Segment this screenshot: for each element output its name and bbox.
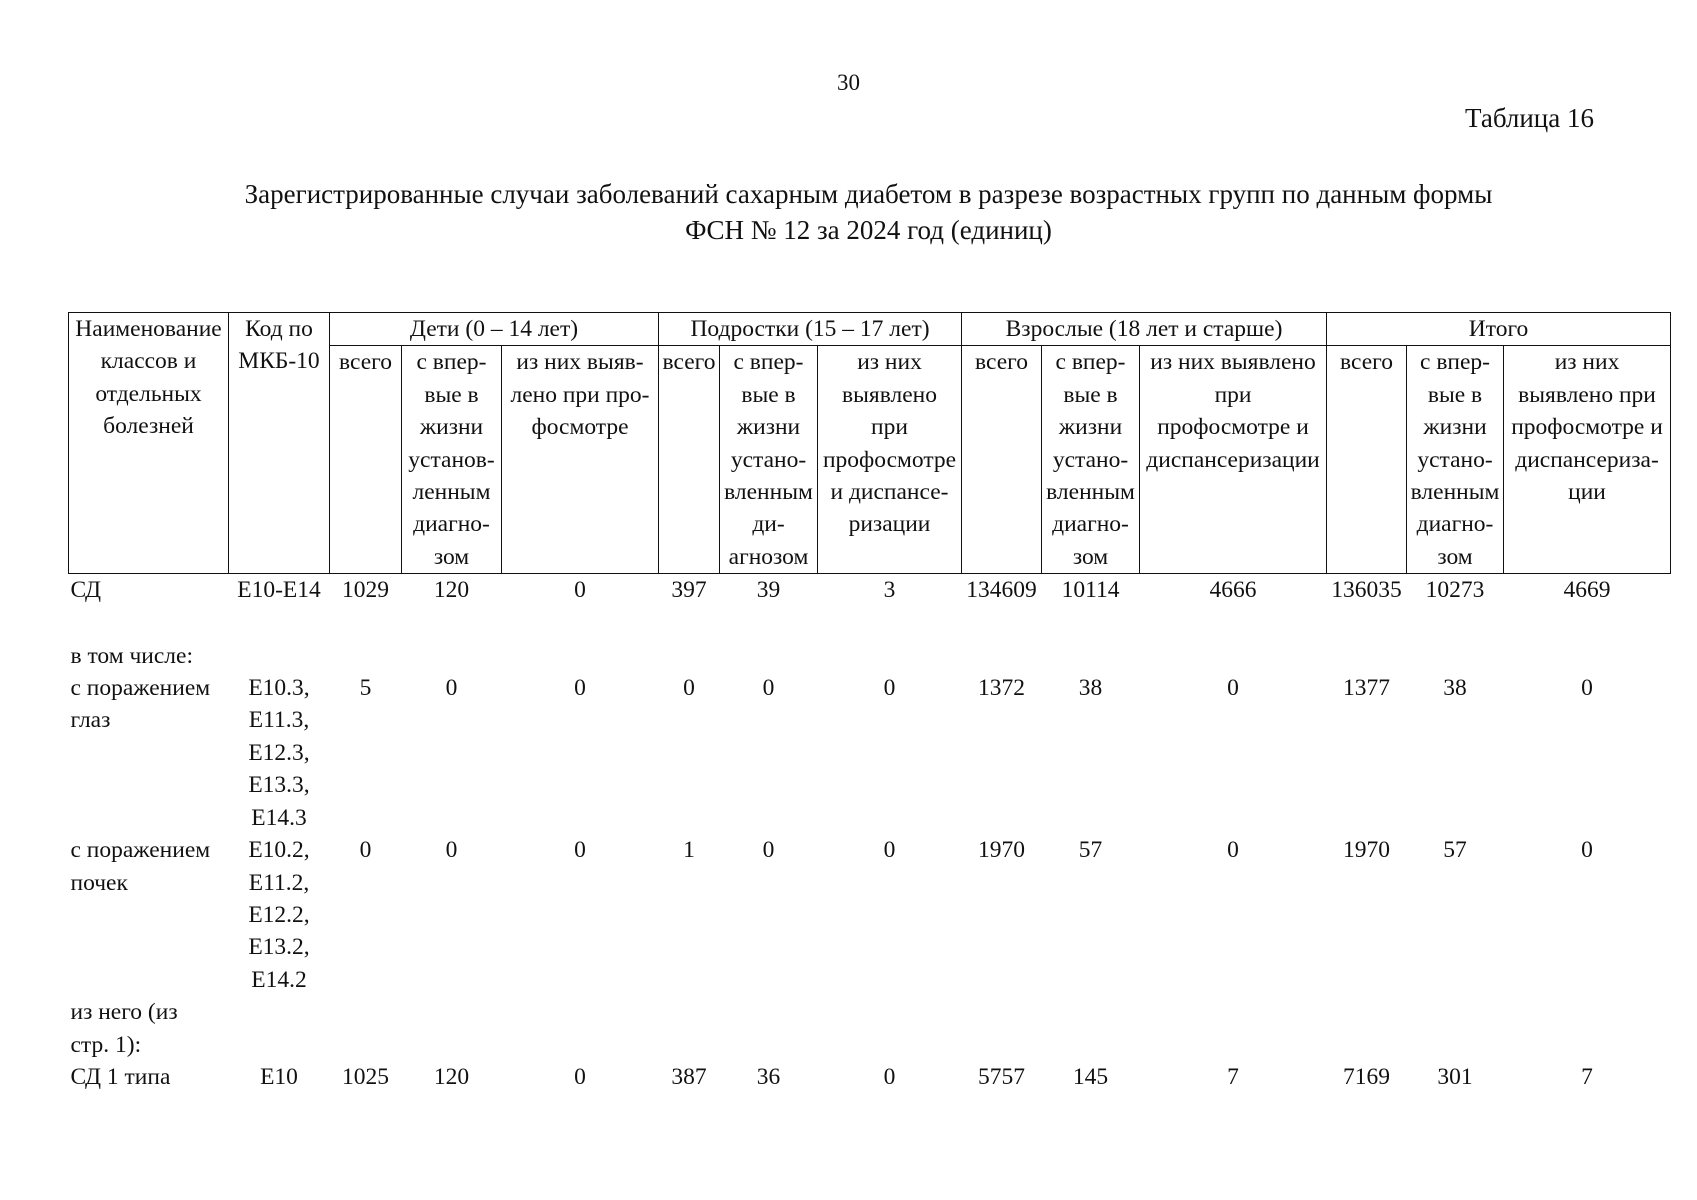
page-number: 30 — [837, 70, 860, 95]
header-code — [229, 313, 330, 574]
cell-teens-total: 0 — [683, 675, 695, 702]
cell-teens-prof — [818, 640, 962, 672]
header-line: ленным — [412, 479, 491, 506]
table-row — [69, 640, 1671, 672]
cell-totals-prof: 7 — [1581, 1063, 1593, 1090]
header-line: устано- — [1052, 446, 1129, 473]
header-line: Код по — [245, 316, 313, 342]
header-line: зом — [1072, 543, 1109, 570]
header-line: вленным — [1410, 479, 1500, 506]
header-line: фосмотре — [531, 414, 629, 441]
header-group-totals: Итого — [1327, 313, 1671, 346]
header-line: при — [871, 414, 908, 441]
header-group-adults: Взрослые (18 лет и старше) — [962, 313, 1327, 346]
row-name-line: СД 1 типа — [70, 1063, 171, 1090]
cell-adults-first — [1042, 640, 1140, 672]
header-line: всего — [339, 349, 392, 376]
header-line: жизни — [1423, 414, 1487, 441]
row-code — [229, 1061, 330, 1093]
table-row — [69, 996, 1671, 1061]
row-code-line: Е11.3, — [248, 707, 310, 734]
header-teens-total — [659, 346, 720, 574]
table-label: Таблица 16 — [1465, 103, 1594, 133]
header-group-children: Дети (0 – 14 лет) — [330, 313, 659, 346]
cell-adults-prof: 7 — [1227, 1063, 1239, 1090]
cell-totals-first — [1407, 996, 1504, 1061]
cell-adults-prof: 4666 — [1209, 577, 1257, 604]
header-line: диагно- — [1052, 511, 1129, 538]
row-code-line: Е11.2, — [248, 869, 310, 896]
header-line: жизни — [736, 414, 801, 441]
header-line: из них выяв- — [516, 349, 644, 376]
cell-teens-first: 39 — [756, 577, 781, 604]
cell-totals-prof — [1504, 640, 1671, 672]
row-name-line: почек — [70, 869, 128, 896]
header-line: болезней — [103, 413, 194, 440]
cell-teens-total: 1 — [683, 837, 695, 864]
header-children-total — [330, 346, 402, 574]
row-code-line: Е13.3, — [248, 772, 310, 799]
header-line: устано- — [1417, 446, 1493, 473]
header-row-groups — [69, 313, 1671, 346]
header-line: профосмотре и — [1157, 414, 1309, 441]
row-code-line: Е12.3, — [248, 739, 310, 766]
row-code — [229, 996, 330, 1061]
title-line-1: Зарегистрированные случаи заболеваний сахарным диабетом в разрезе возрастных групп по данным формы — [244, 179, 1493, 209]
header-adults-first — [1042, 346, 1140, 574]
cell-children-first — [402, 996, 502, 1061]
header-line: выявлено — [842, 381, 937, 408]
header-line: выявлено при — [1518, 381, 1656, 408]
header-totals-prof — [1504, 346, 1671, 574]
cell-teens-first: 36 — [756, 1063, 781, 1090]
header-line: Наименование — [75, 316, 222, 342]
cell-totals-total: 136035 — [1331, 577, 1402, 604]
cell-adults-first: 145 — [1072, 1063, 1109, 1090]
cell-teens-total — [659, 996, 720, 1061]
header-line: при — [1214, 381, 1252, 408]
header-line: всего — [975, 349, 1028, 376]
cell-totals-first: 301 — [1437, 1063, 1473, 1090]
cell-teens-first: 0 — [762, 675, 775, 702]
header-line: ции — [1568, 479, 1606, 506]
header-adults-total — [962, 346, 1042, 574]
cell-children-total: 5 — [359, 675, 372, 702]
row-name — [69, 672, 229, 834]
cell-totals-first: 38 — [1443, 675, 1467, 702]
row-name-line: в том числе: — [70, 642, 193, 669]
header-line: с впер- — [1420, 349, 1490, 376]
cell-children-prof: 0 — [574, 675, 586, 702]
row-code-line: Е10 — [260, 1063, 298, 1090]
cell-adults-prof: 0 — [1227, 675, 1239, 702]
header-line: жизни — [419, 414, 484, 441]
cell-children-total — [330, 996, 402, 1061]
cell-adults-prof: 0 — [1227, 837, 1239, 864]
cell-totals-first — [1407, 640, 1504, 672]
cell-totals-prof: 0 — [1581, 675, 1593, 702]
row-code-line: Е14.3 — [251, 804, 307, 831]
header-line: вые в — [741, 381, 796, 408]
row-name-line: глаз — [70, 707, 111, 734]
cell-teens-prof: 0 — [883, 675, 896, 702]
row-name-line: с поражением — [70, 837, 211, 864]
row-name-line: с поражением — [70, 675, 211, 702]
header-children-first — [402, 346, 502, 574]
row-code — [229, 672, 330, 834]
row-name-line: стр. 1): — [70, 1031, 142, 1058]
cell-teens-first — [720, 640, 818, 672]
header-line: ризации — [848, 511, 931, 538]
diabetes-table — [68, 312, 1671, 1093]
table-row — [69, 834, 1671, 996]
header-children-prof — [502, 346, 659, 574]
header-line: из них — [1554, 349, 1620, 376]
table-row — [69, 574, 1671, 640]
row-name-line: СД — [70, 577, 102, 604]
cell-teens-prof — [818, 996, 962, 1061]
header-line: вые в — [1063, 381, 1118, 408]
cell-adults-first — [1042, 996, 1140, 1061]
title-line-2: ФСН № 12 за 2024 год (единиц) — [685, 215, 1052, 245]
cell-children-first: 0 — [445, 837, 458, 864]
header-line: вые в — [424, 381, 479, 408]
header-line: всего — [662, 349, 716, 376]
document-title — [120, 176, 1617, 248]
cell-children-prof — [502, 640, 659, 672]
cell-teens-total — [659, 640, 720, 672]
header-line: и диспансе- — [830, 479, 949, 506]
row-name-line: из него (из — [70, 999, 178, 1026]
cell-teens-prof: 0 — [883, 1063, 896, 1090]
header-line: устано- — [730, 446, 807, 473]
cell-children-prof: 0 — [574, 1063, 586, 1090]
header-totals-first — [1407, 346, 1504, 574]
header-group-teens: Подростки (15 – 17 лет) — [659, 313, 962, 346]
row-code-line: Е10.2, — [248, 837, 310, 864]
row-name — [69, 834, 229, 996]
row-code — [229, 574, 330, 640]
header-adults-prof — [1140, 346, 1327, 574]
cell-adults-first: 38 — [1078, 675, 1103, 702]
cell-children-prof — [502, 996, 659, 1061]
cell-children-first — [402, 640, 502, 672]
header-totals-total — [1327, 346, 1407, 574]
header-line: классов и — [100, 348, 197, 375]
cell-totals-total: 1970 — [1343, 837, 1391, 864]
cell-totals-total: 7169 — [1343, 1063, 1391, 1090]
table-row — [69, 1061, 1671, 1093]
header-line: всего — [1340, 349, 1393, 376]
cell-totals-first: 57 — [1443, 837, 1467, 864]
cell-children-total: 1025 — [342, 1063, 389, 1090]
header-line: вленным — [724, 479, 813, 506]
header-line: установ- — [408, 446, 495, 473]
header-line: диагно- — [413, 511, 490, 538]
row-code — [229, 640, 330, 672]
cell-children-first: 120 — [433, 1063, 470, 1090]
header-line: с впер- — [733, 349, 804, 376]
table-body — [69, 574, 1671, 1094]
header-line: зом — [433, 543, 470, 570]
header-line: из них — [857, 349, 922, 376]
cell-adults-total: 134609 — [966, 577, 1037, 604]
cell-adults-total: 5757 — [978, 1063, 1026, 1090]
row-code-line: Е10.3, — [248, 675, 310, 702]
cell-children-first: 0 — [445, 675, 458, 702]
header-teens-prof — [818, 346, 962, 574]
row-code-line: Е10-Е14 — [237, 577, 321, 604]
row-name — [69, 996, 229, 1061]
header-line: зом — [1437, 543, 1473, 570]
cell-totals-prof: 4669 — [1563, 577, 1611, 604]
cell-totals-prof — [1504, 996, 1671, 1061]
cell-adults-prof — [1140, 640, 1327, 672]
row-name — [69, 1061, 229, 1093]
header-teens-first — [720, 346, 818, 574]
cell-adults-first: 57 — [1078, 837, 1103, 864]
row-code-line: Е12.2, — [248, 901, 310, 928]
cell-totals-total: 1377 — [1343, 675, 1391, 702]
cell-children-total — [330, 640, 402, 672]
cell-adults-total: 1372 — [978, 675, 1026, 702]
cell-teens-total: 397 — [671, 577, 707, 604]
header-line: агнозом — [728, 543, 809, 570]
row-name — [69, 640, 229, 672]
header-line: с впер- — [1055, 349, 1126, 376]
header-line: диспансериза- — [1515, 446, 1659, 473]
cell-children-total: 0 — [359, 837, 372, 864]
cell-teens-first — [720, 996, 818, 1061]
row-name — [69, 574, 229, 640]
cell-teens-first: 0 — [762, 837, 775, 864]
cell-adults-prof — [1140, 996, 1327, 1061]
header-line: диспансеризации — [1146, 446, 1320, 473]
row-code-line: Е13.2, — [248, 934, 310, 961]
header-line: МКБ-10 — [238, 348, 320, 375]
row-code-line: Е14.2 — [251, 966, 307, 993]
cell-adults-total: 1970 — [978, 837, 1026, 864]
cell-children-total: 1029 — [342, 577, 389, 604]
header-line: жизни — [1058, 414, 1123, 441]
header-line: вые в — [1427, 381, 1483, 408]
cell-totals-prof: 0 — [1581, 837, 1593, 864]
cell-adults-total — [962, 640, 1042, 672]
cell-totals-total — [1327, 996, 1407, 1061]
row-code — [229, 834, 330, 996]
header-line: лено при про- — [510, 381, 650, 408]
cell-children-first: 120 — [433, 577, 470, 604]
cell-teens-prof: 0 — [883, 837, 896, 864]
header-line: отдельных — [95, 380, 202, 407]
cell-totals-total — [1327, 640, 1407, 672]
header-name — [69, 313, 229, 574]
cell-children-prof: 0 — [574, 837, 586, 864]
header-line: диагно- — [1416, 511, 1494, 538]
cell-adults-first: 10114 — [1061, 577, 1120, 604]
cell-adults-total — [962, 996, 1042, 1061]
header-line: с впер- — [416, 349, 487, 376]
cell-teens-total: 387 — [671, 1063, 707, 1090]
header-line: из них выявлено — [1150, 349, 1316, 376]
cell-teens-prof: 3 — [883, 577, 896, 604]
cell-children-prof: 0 — [574, 577, 586, 604]
header-line: вленным — [1046, 479, 1135, 506]
cell-totals-first: 10273 — [1425, 577, 1485, 604]
table-row — [69, 672, 1671, 834]
header-line: профосмотре — [822, 446, 957, 473]
header-line: профосмотре и — [1511, 414, 1663, 441]
header-line: ди- — [752, 511, 785, 538]
